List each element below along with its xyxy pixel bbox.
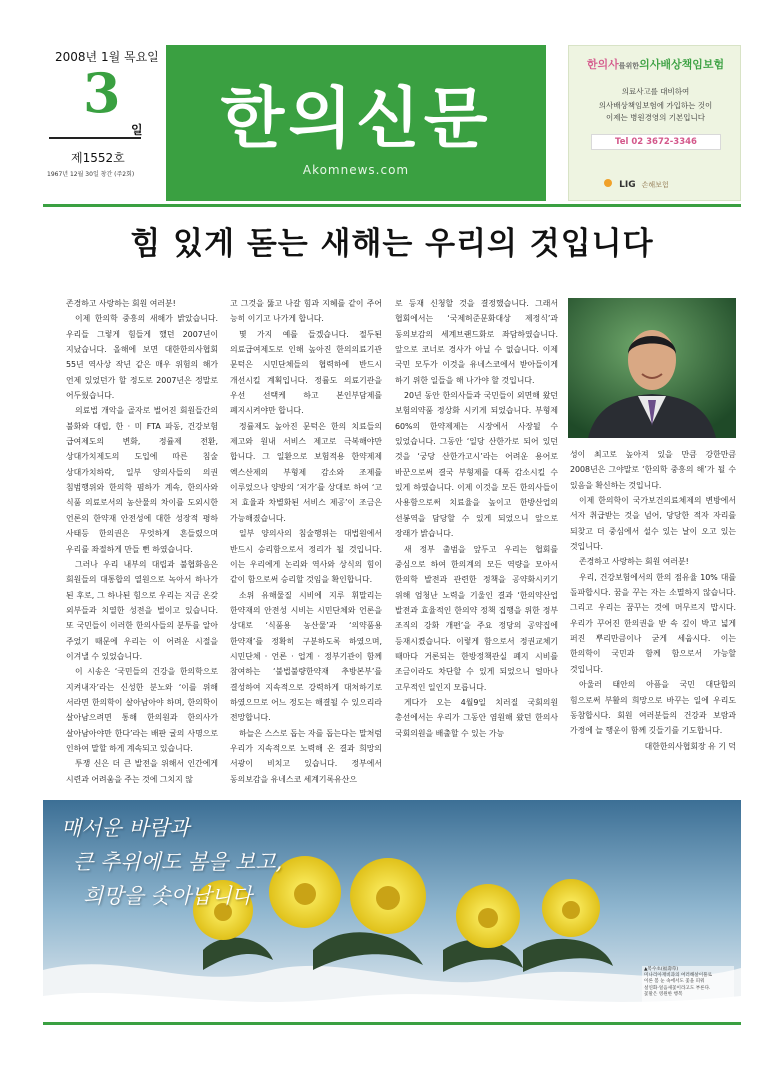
paragraph: 하늘은 스스로 돕는 자를 돕는다는 말처럼 우리가 지속적으로 노력해 온 결과 희망의 서광이 비치고 있습니다. 정부에서 동의보감을 유네스코 세계기록유산으 [230, 728, 382, 783]
portrait-image [568, 298, 736, 438]
flower-photo [43, 800, 741, 1018]
paragraph: 정률제도 높아진 문턱은 한의 치료들의 제고와 원내 서비스 제고로 극복해야만 합니다. 그 일환으로 보험적용 한약제제 엑스산제의 부형제 감소와 조제를 이루었으나 양방의 ‘저가’를 상대로 하여 ‘고 저 효율과 차별화된 서비스 제공’이 조금은 가능해졌습니다. [230, 421, 382, 523]
ad-line-3: 이제는 병원경영의 기본입니다 [606, 113, 705, 122]
photo-caption [642, 966, 734, 1012]
author-signature: 대한한의사협회장 유 기 덕 [644, 741, 736, 751]
masthead [43, 45, 741, 201]
date-line: 2008년 1월 목요일 [55, 50, 159, 64]
ad-title-brand: 한의사 [586, 58, 619, 71]
paragraph: 게다가 오는 4월9일 치러질 국회의원 총선에서는 우리가 그동안 염원해 왔던 한의사 국회의원을 배출할 수 있는 가능 [395, 697, 558, 738]
ad-brand-name: LIG [619, 180, 636, 190]
caption-line: 꽃말은 영원한 행복 [644, 991, 683, 997]
article-column-3 [395, 296, 558, 783]
founded-date: 1967년 12월 30일 창간 (주2회) [47, 171, 135, 178]
newspaper-title: 한의신문 [220, 80, 492, 157]
poem-line-3: 희망을 솟아납니다 [83, 884, 252, 908]
lig-logo-icon [603, 178, 615, 188]
paragraph: 몇 가지 예를 들겠습니다. 절두된 의료급여제도로 인해 높아진 한의의료기관 문턱은 시민단체들의 협력하에 반드시 개선시킬 계획입니다. 정률도 의료기관을 우선 선택케 하고 본인부담제를 폐지시켜야만 합니다. [230, 329, 382, 416]
paragraph: 투쟁 신은 더 큰 발전을 위해서 인간에게 시련과 어려움을 주는 것에 그치지 않 [66, 759, 218, 783]
paragraph: 일부 양의사의 침술행위는 대법원에서 반드시 승리함으로서 정리가 될 것입니다. 이는 우리에게 논리와 역사와 상식의 힘이 같이 함으로써 승리할 것임을 확인합니다. [230, 529, 382, 585]
ad-line-1: 의료사고를 대비하여 [621, 87, 690, 96]
paragraph: 새 정부 출범을 앞두고 우리는 협회를 중심으로 하여 한의계의 모든 역량을 모아서 한의학 발전과 관련한 정책을 공약화시키기 위해 엄청난 노력을 기울인 결과 ‘한의약산업 발전과 효율적인 한의약 정책 집행을 위한 정부 조직의 강화 개편’을 주요 정당의 공약집에 등재시켰습니다. 이렇게 함으로서 정권교체기 때마다 거론되는 한방정책관실 폐지 시비를 조금이라도 차단할 수 있게 되었으니 얼마나 고무적인 일인지 모릅니다. [395, 544, 558, 692]
paragraph: 이 시송은 ‘국민들의 건강을 한의학으로 지켜내자’라는 신성한 분노와 ‘이를 위해 서라면 한의학이 살아남아야 하며, 한의학이 살아남으려면 통해 한의원과 한의사가 살아남아야만 한다’라는 배판 굴의 사명으로 인하여 말할 하게 계속되고 있습니다. [66, 667, 218, 753]
bottom-divider [43, 1022, 741, 1025]
date-divider [49, 137, 141, 139]
caption-line: 설연화·얼음새꽃이라고도 부른다. [644, 985, 711, 991]
top-divider [43, 204, 741, 207]
paragraph: 로 등재 신청할 것을 결정했습니다. 그래서 협회에서는 ‘국제허준문화대상 제정식’과 동의보감의 세계브랜드화로 좌담하였습니다. 앞으로 코너로 경사가 아닐 수 없습니다. 이제 국민 모두가 이것을 유네스코에서 받아들이게 하기 위한 일들을 해 나가야 할 것입니다. [395, 299, 558, 385]
article-column-1 [66, 296, 218, 783]
article-column-2 [230, 296, 382, 783]
article-column-4 [570, 447, 736, 783]
insurance-ad[interactable] [568, 45, 741, 201]
paragraph: 그러나 우리 내부의 대립과 불협화음은 회원들의 대통합의 열원으로 녹아서 하나가 된 후로, 그 하나된 힘으로 우리는 지금 온갖 외부들과 치열한 성전을 벌이고 있습니다. 또 국민들이 이러한 한의사들의 분투를 알아 주었기 때문에 우리는 이 어려운 시절을 이겨낼 수 있었습니다. [66, 559, 218, 661]
title-panel [166, 45, 546, 201]
paragraph: 존경하고 사랑하는 회원 여러분! [66, 299, 176, 308]
caption-line: 미나리아재비과의 여러해살이풀로 [644, 973, 713, 979]
caption-title: ▲복수초(福壽草) [644, 967, 679, 972]
caption-line: 이른 봄 눈 속에서도 꽃을 피워 [644, 979, 705, 985]
paragraph: 이제 한의학 중흥의 새해가 밝았습니다. 우리들 그렇게 힘들게 했던 2007년이 지났습니다. 올해에 보면 대한한의사협회 55년 역사상 작년 같은 매우 위험의 해가 언제 있었던가 할 정도로 2007년은 정말로 어두웠습니다. [66, 314, 218, 401]
headline: 힘 있게 돋는 새해는 우리의 것입니다 [130, 226, 654, 262]
paragraph: 우리, 건강보험에서의 한의 점유율 10% 대를 돌파합시다. 꿈을 꾸는 자는 소멸하지 않습니다. 그리고 우리는 꿈꾸는 것에 머무르지 맙시다. 우리가 꾸어진 한의권을 받 속 깊이 박고 넓게 퍼진 뿌리만큼이나 굳게 세웁시다. 이는 한의학이 국민과 함께 함으로서 가능할 것입니다. [570, 572, 736, 674]
paragraph: 아울러 태안의 아픔을 국민 대단합의 힘으로써 부활의 희망으로 바꾸는 일에 우리도 동참합시다. 회원 여러분들의 건강과 보람과 가정에 늘 행운이 함께 깃들기를 기도합니다. [570, 680, 736, 736]
ad-brand-logo [603, 178, 669, 190]
poem-line-1: 매서운 바람과 [61, 816, 190, 840]
ad-line-2: 의사배상책임보험에 가입하는 것이 [598, 101, 713, 110]
ad-title-rest: 의사배상책임보험 [639, 58, 725, 71]
paragraph: 소위 유해물질 시비에 지루 휘말리는 한약재의 안전성 시비는 시민단체와 언론을 상대로 ‘식품용 농산물’과 ‘의약품용 한약재’를 정확히 구분하도록 하였으며, 시민단체 · 언론 · 업계 · 정부기관이 함께 참여하는 ‘불법불량한약재 추방본부’를 결성하여 지속적으로 강력하게 대처하기로 하였으므로 어느 정도는 해결될 수 있으리라 전망합니다. [230, 590, 382, 723]
paragraph: 존경하고 사랑하는 회원 여러분! [579, 557, 689, 567]
paragraph: 의료법 개악을 골자로 벌어진 회원들간의 불화와 대립, 한 · 미 FTA 파동, 건강보험 급여제도의 변화, 정률제 전환, 상대가치제도의 도입에 따른 침술 상대가치하락, 일부 양의사들의 의권 침범행위와 한의학 폄하가 계속, 한의사와 식품 의료로서의 농산물의 차이를 도외시한 언론의 한약재 안전성에 대한 성장적 평하 사태등 한의권은 무엇하게 흔들렸으며 우리를 좌절하게 만들 뻔 하였습니다. [66, 406, 218, 554]
day-number: 3 [83, 61, 121, 125]
paragraph: 이제 한의학이 국가보건의료체제의 변방에서 서자 취급받는 것을 넘어, 당당한 적자 자리를 되찾고 더 중심에서 설수 있는 날이 오고 있는 것입니다. [570, 496, 736, 552]
ad-brand-sub: 손해보험 [641, 181, 669, 189]
poem-line-2: 큰 추위에도 봄을 보고, [73, 850, 283, 874]
ad-title-small: 를위한 [618, 62, 640, 70]
date-block [43, 45, 165, 201]
author-portrait [568, 298, 736, 438]
issue-number: 제1552호 [71, 151, 125, 165]
day-unit: 일 [131, 123, 143, 137]
paragraph: 성이 최고로 높아져 있을 만큼 강한만큼 2008년은 그야말로 ‘한의학 중흥의 해’가 될 수 있음을 확신하는 것입니다. [570, 450, 736, 490]
paragraph: 20년 동안 한의사들과 국민들이 외면해 왔던 보험의약품 정상화 시키게 되었습니다. 부형제 60%의 한약제제는 시장에서 사장될 수 있었습니다. 그동안 ‘일당 산한가로 되어 있던 것을 ‘궁당 산한가고시’라는 어려운 용어로 바꾼으로써 결국 부형제를 대폭 감소시킬 수 있게 하였습니다. 이제 이것을 모든 한의사들이 사용함으로써 치료율을 높이고 한방산업의 선봉역을 담당할 수 있게 되었으니 앞으로 장래가 밝습니다. [395, 391, 558, 539]
paragraph: 고 그것을 뚫고 나갈 힘과 지혜를 같이 주어 능히 이기고 나가게 합니다. [230, 299, 382, 324]
ad-phone[interactable]: Tel 02 3672-3346 [591, 134, 721, 150]
ad-title [569, 56, 742, 72]
website-link[interactable]: Akomnews.com [302, 163, 410, 177]
